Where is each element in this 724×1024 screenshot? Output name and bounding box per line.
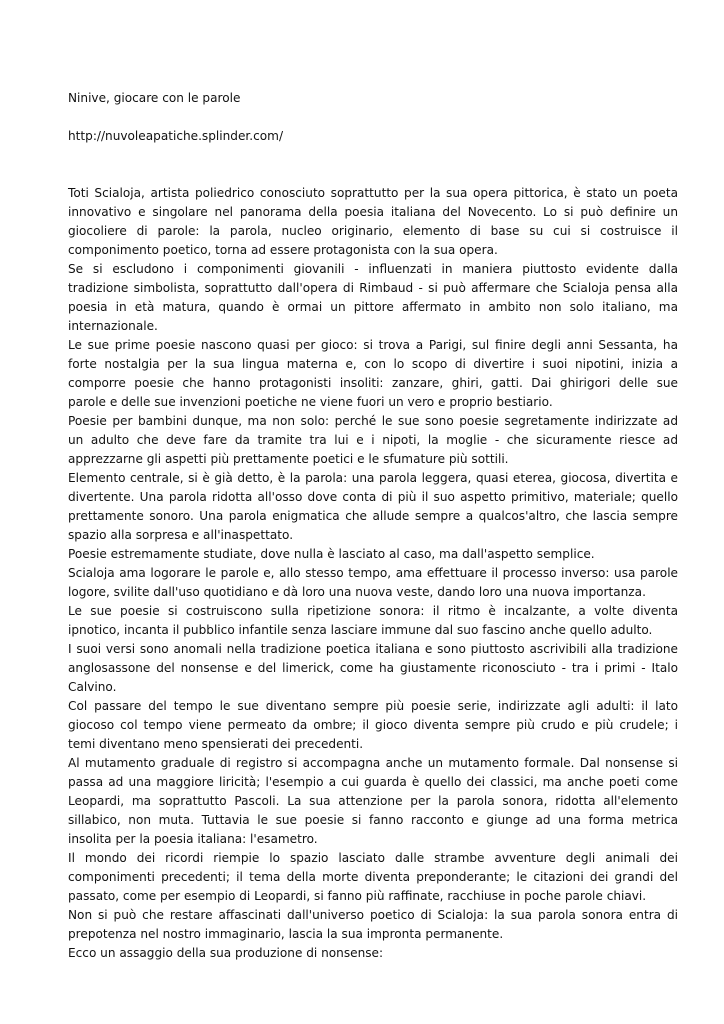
text-line: ipnotico, incanta il pubblico infantile senza lasciare immune dal suo fascino anche quello adulto.: [68, 623, 653, 637]
text-line: divertente. Una parola ridotta all'osso dove conta di più il suo aspetto primitivo, materiale; quello: [68, 490, 678, 504]
text-line: spazio alla sorpresa e all'inaspettato.: [68, 528, 294, 542]
text-line: comporre poesie che hanno protagonisti insoliti: zanzare, ghiri, gatti. Dai ghirigori delle sue: [68, 376, 678, 390]
text-line: logore, svilite dall'uso quotidiano e dà loro una nuova veste, dando loro una nuova importanza.: [68, 585, 646, 599]
document-title: Ninive, giocare con le parole: [68, 91, 241, 105]
text-line: Leopardi, ma soprattutto Pascoli. La sua attenzione per la parola sonora, ridotta all'elemento: [68, 794, 678, 808]
text-line: giocoso col tempo viene permeato da ombre; il gioco diventa sempre più crudo e più crudele; i: [68, 718, 678, 732]
text-line: sillabico, non muta. Tuttavia le sue poesie si fanno racconto e giunge ad una forma metrica: [68, 813, 678, 827]
text-line: passato, come per esempio di Leopardi, si fanno più raffinate, racchiuse in poche parole chiavi.: [68, 889, 647, 903]
text-line: poesia in età matura, quando è ormai un pittore affermato in ambito non solo italiano, ma: [68, 300, 678, 314]
text-line: componimento poetico, torna ad essere protagonista con la sua opera.: [68, 243, 498, 257]
text-line: giocoliere di parole: la parola, nucleo originario, elemento di base su cui si costruisce il: [68, 224, 678, 238]
text-line: I suoi versi sono anomali nella tradizione poetica italiana e sono piuttosto ascrivibili alla tradizione: [68, 642, 678, 656]
text-line: Non si può che restare affascinati dall'universo poetico di Scialoja: la sua parola sonora entra di: [68, 908, 678, 922]
text-line: Poesie per bambini dunque, ma non solo: perché le sue sono poesie segretamente indirizzate ad: [68, 414, 678, 428]
text-line: Poesie estremamente studiate, dove nulla è lasciato al caso, ma dall'aspetto semplice.: [68, 547, 595, 561]
text-line: Le sue prime poesie nascono quasi per gioco: si trova a Parigi, sul finire degli anni Sessanta, ha: [68, 338, 678, 352]
text-line: temi diventano meno spensierati dei precedenti.: [68, 737, 364, 751]
text-line: Ecco un assaggio della sua produzione di nonsense:: [68, 946, 384, 960]
text-line: Al mutamento graduale di registro si accompagna anche un mutamento formale. Dal nonsense si: [68, 756, 678, 770]
text-line: forte nostalgia per la sua lingua materna e, con lo scopo di divertire i suoi nipotini, inizia a: [68, 357, 678, 371]
text-line: parole e delle sue invenzioni poetiche ne viene fuori un vero e proprio bestiario.: [68, 395, 553, 409]
text-line: un adulto che deve fare da tramite tra lui e i nipoti, la moglie - che sicuramente riesce ad: [68, 433, 678, 447]
text-line: passa ad una maggiore liricità; l'esempio a cui guarda è quello dei classici, ma anche poeti come: [68, 775, 678, 789]
text-line: Toti Scialoja, artista poliedrico conosciuto soprattutto per la sua opera pittorica, è stato un poeta: [68, 186, 678, 200]
text-line: prepotenza nel nostro immaginario, lascia la sua impronta permanente.: [68, 927, 504, 941]
text-line: Se si escludono i componimenti giovanili - influenzati in maniera piuttosto evidente dalla: [68, 262, 678, 276]
text-line: componimenti precedenti; il tema della morte diventa preponderante; le citazioni dei grandi del: [68, 870, 678, 884]
text-line: innovativo e singolare nel panorama della poesia italiana del Novecento. Lo si può definire un: [68, 205, 678, 219]
text-line: anglosassone del nonsense e del limerick, come ha giustamente riconosciuto - tra i primi - Italo: [68, 661, 678, 675]
source-url: http://nuvoleapatiche.splinder.com/: [68, 129, 284, 143]
text-line: Il mondo dei ricordi riempie lo spazio lasciato dalle strambe avventure degli animali dei: [68, 851, 678, 865]
text-line: Le sue poesie si costruiscono sulla ripetizione sonora: il ritmo è incalzante, a volte diventa: [68, 604, 678, 618]
document-page: [68, 89, 678, 963]
text-line: Calvino.: [68, 680, 117, 694]
article-body: [68, 184, 678, 963]
text-line: Elemento centrale, si è già detto, è la parola: una parola leggera, quasi eterea, giocosa, divertita e: [68, 471, 678, 485]
text-line: apprezzarne gli aspetti più prettamente poetici e le sfumature più sottili.: [68, 452, 509, 466]
text-line: Col passare del tempo le sue diventano sempre più poesie serie, indirizzate agli adulti: il lato: [68, 699, 678, 713]
text-line: internazionale.: [68, 319, 158, 333]
text-line: insolita per la poesia italiana: l'esametro.: [68, 832, 318, 846]
text-line: prettamente sonoro. Una parola enigmatica che allude sempre a qualcos'altro, che lascia sempre: [68, 509, 678, 523]
text-line: tradizione simbolista, soprattutto dall'opera di Rimbaud - si può affermare che Scialoja pensa alla: [68, 281, 678, 295]
text-line: Scialoja ama logorare le parole e, allo stesso tempo, ama effettuare il processo inverso: usa parole: [68, 566, 678, 580]
